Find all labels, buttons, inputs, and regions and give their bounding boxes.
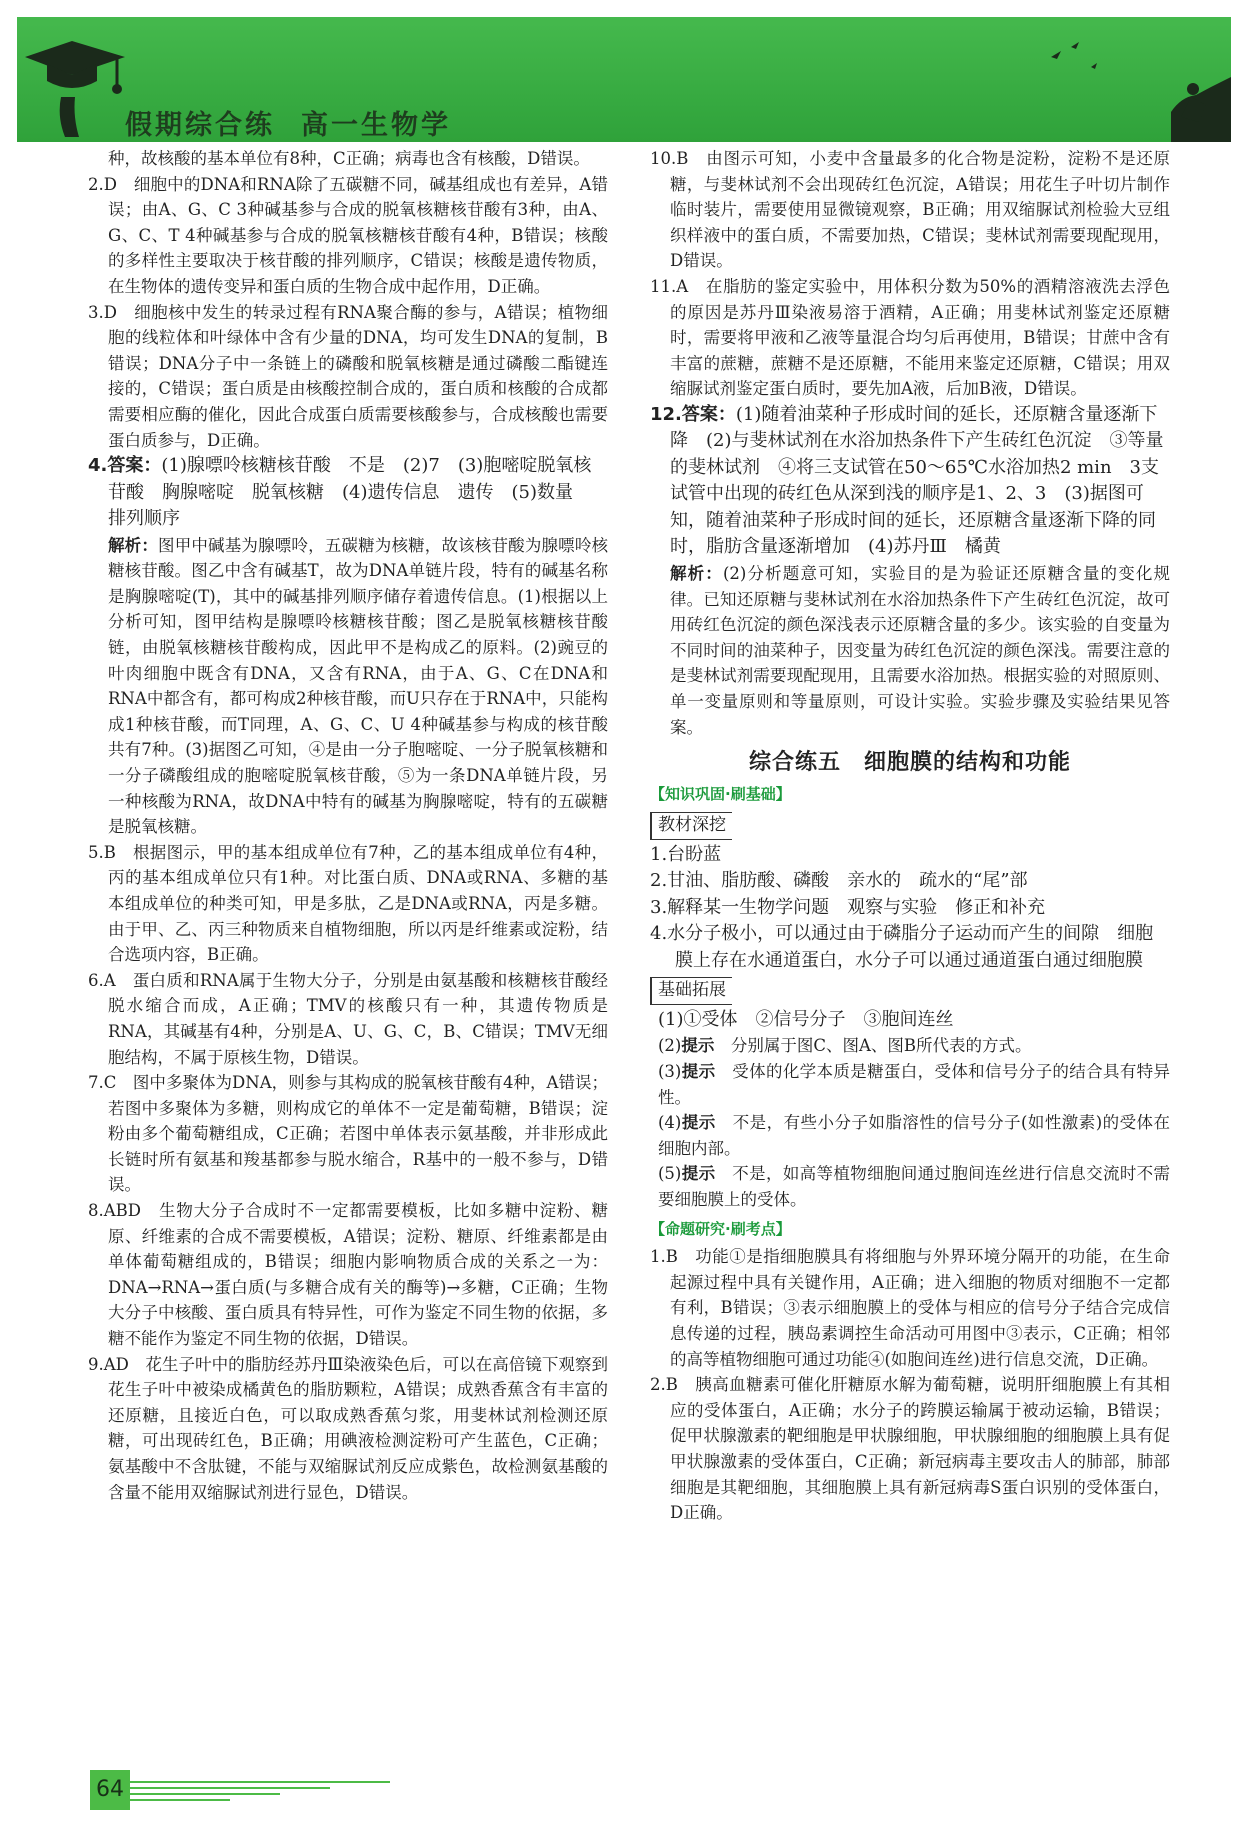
textbook-answer-4: 4.水分子极小，可以通过由于磷脂分子运动而产生的间隙 细胞膜上存在水通道蛋白，水分子可以通过通道蛋白通过细胞膜	[650, 923, 1154, 971]
extension-number: (5)	[658, 1164, 682, 1184]
extension-number: (2)	[658, 1036, 682, 1056]
analysis-item-4	[88, 533, 608, 840]
textbook-answer-2: 2.甘油、脂肪酸、磷酸 亲水的 疏水的“尾”部	[650, 870, 1028, 892]
extension-text: 不是，如高等植物细胞间通过胞间连丝进行信息交流时不需要细胞膜上的受体。	[658, 1164, 1171, 1210]
header-title	[125, 103, 477, 142]
answer-text: (1)腺嘌呤核糖核苷酸 不是 (2)7 (3)胞嘧啶脱氧核苷酸 胸腺嘧啶 脱氧核糖 (4)遗传信息 遗传 (5)数量 排列顺序	[108, 455, 592, 530]
section-title: 综合练五 细胞膜的结构和功能	[748, 750, 1071, 776]
left-column	[88, 146, 608, 1505]
analysis-item-12	[650, 561, 1170, 740]
section-tag-exam: 【命题研究·刷考点】	[650, 1219, 791, 1238]
answer-label: 4.答案：	[88, 455, 162, 477]
exam-answer-1: 1.B 功能①是指细胞膜具有将细胞与外界环境分隔开的功能，在生命起源过程中具有关键作用，A正确；进入细胞的物质对细胞不一定都有利，B错误；③表示细胞膜上的受体与相应的信号分子结合完成信息传递的过程，胰岛素调控生命活动可用图中③表示，C正确；相邻的高等植物细胞可通过功能④(如胞间连丝)进行信息交流，D正确。	[650, 1247, 1170, 1369]
subsection-label-textbook: 教材深挖	[650, 812, 732, 840]
extension-text: 不是，有些小分子如脂溶性的信号分子(如性激素)的受体在细胞内部。	[658, 1113, 1170, 1158]
hint-label: 提示	[681, 1036, 715, 1056]
hint-label: 提示	[681, 1113, 716, 1133]
answer-text: 种，故核酸的基本单位有8种，C正确；病毒也含有核酸，D错误。	[108, 149, 590, 168]
answer-item-5: 5.B 根据图示，甲的基本组成单位有7种，乙的基本组成单位有4种，丙的基本组成单位只有1种。对比蛋白质、DNA或RNA、多糖的基本组成单位的种类可知，甲是多肽，乙是DNA或RNA，丙是多糖。由于甲、乙、丙三种物质来自植物细胞，所以丙是纤维素或淀粉，结合选项内容，B正确。	[88, 842, 608, 965]
answer-item-12	[650, 402, 1170, 561]
analysis-text: 图甲中碱基为腺嘌呤，五碳糖为核糖，故该核苷酸为腺嘌呤核糖核苷酸。图乙中含有碱基T，故为DNA单链片段，特有的碱基名称是胸腺嘧啶(T)，其中的碱基排列顺序储存着遗传信息。(1)根据以上分析可知，图甲结构是腺嘌呤核糖核苷酸；图乙是脱氧核糖核苷酸链，由脱氧核糖核苷酸构成，因此甲不是构成乙的原料。(2)豌豆的叶肉细胞中既含有DNA，又含有RNA，由于A、G、C在DNA和RNA中都含有，都可构成2种核苷酸，而U只存在于RNA中，只能构成1种核苷酸，而T同理，A、G、C、U 4种碱基参与构成的核苷酸共有7种。(3)据图乙可知，④是由一分子胞嘧啶、一分子脱氧核糖和一分子磷酸组成的胞嘧啶脱氧核苷酸，⑤为一条DNA单链片段，另一种核酸为RNA，故DNA中特有的碱基为胸腺嘧啶，特有的五碳糖是脱氧核糖。	[108, 535, 609, 837]
textbook-answer-1: 1.台盼蓝	[650, 843, 722, 865]
textbook-answer-3: 3.解释某一生物学问题 观察与实验 修正和补充	[650, 896, 1046, 918]
extension-answer-1	[650, 1007, 1170, 1034]
right-column	[650, 146, 1170, 1526]
hint-label: 提示	[681, 1062, 716, 1082]
answer-item-9: 9.AD 花生子叶中的脂肪经苏丹Ⅲ染液染色后，可以在高倍镜下观察到花生子叶中被染成橘黄色的脂肪颗粒，A错误；成熟香蕉含有丰富的还原糖，且接近白色，可以取成熟香蕉匀浆，用斐林试剂检测还原糖，可出现砖红色，B正确；用碘液检测淀粉可产生蓝色，C正确；氨基酸中不含肽键，不能与双缩脲试剂反应成紫色，故检测氨基酸的含量不能用双缩脲试剂进行显色，D错误。	[88, 1354, 609, 1502]
extension-text: ①受体 ②信号分子 ③胞间连丝	[683, 1008, 954, 1030]
answer-label: 12.答案：	[650, 403, 736, 425]
extension-text: 分别属于图C、图A、图B所代表的方式。	[714, 1036, 1032, 1056]
page-number: 64	[90, 1770, 130, 1810]
section-tag-basics: 【知识巩固·刷基础】	[650, 784, 791, 803]
analysis-label: 解析：	[670, 563, 723, 583]
subsection-label-extension: 基础拓展	[650, 977, 732, 1005]
extension-text: 受体的化学本质是糖蛋白，受体和信号分子的结合具有特异性。	[658, 1062, 1171, 1107]
header-title-sub: 高一生物学	[301, 110, 451, 141]
answer-item-7: 7.C 图中多聚体为DNA，则参与其构成的脱氧核苷酸有4种，A错误；若图中多聚体为多糖，则构成它的单体不一定是葡萄糖，B错误；淀粉由多个葡萄糖组成，C正确；若图中单体表示氨基酸，并非形成此长链时所有氨基和羧基都参与脱水缩合，R基中的一般不参与，D错误。	[88, 1073, 608, 1195]
answer-item-4	[88, 453, 608, 533]
answer-item-3: 3.D 细胞核中发生的转录过程有RNA聚合酶的参与，A错误；植物细胞的线粒体和叶绿体中含有少量的DNA，均可发生DNA的复制，B错误；DNA分子中一条链上的磷酸和脱氧核糖是通过磷酸二酯键连接的，C错误；蛋白质是由核酸控制合成的，蛋白质和核酸的合成都需要相应酶的催化，因此合成蛋白质需要核酸参与，合成核酸也需要蛋白质参与，D正确。	[88, 302, 608, 450]
answer-item-2: 2.D 细胞中的DNA和RNA除了五碳糖不同，碱基组成也有差异，A错误；由A、G、C 3种碱基参与合成的脱氧核糖核苷酸有3种，由A、G、C、T 4种碱基参与合成的脱氧核糖核苷酸有4种，B错误；核酸的多样性主要取决于核苷酸的排列顺序，C错误；核酸是遗传物质，在生物体的遗传变异和蛋白质的生物合成中起作用，D正确。	[88, 174, 608, 296]
header-band	[17, 17, 1231, 142]
answer-item-10: 10.B 由图示可知，小麦中含量最多的化合物是淀粉，淀粉不是还原糖，与斐林试剂不会出现砖红色沉淀，A错误；用花生子叶切片制作临时装片，需要使用显微镜观察，B正确；用双缩脲试剂检验大豆组织样液中的蛋白质，不需要加热，C错误；斐林试剂需要现配现用，D错误。	[650, 149, 1170, 271]
footer-decoration-lines	[130, 1778, 390, 1808]
extension-answer-5	[650, 1161, 1170, 1212]
analysis-text: (2)分析题意可知，实验目的是为验证还原糖含量的变化规律。已知还原糖与斐林试剂在水浴加热条件下产生砖红色沉淀，故可用砖红色沉淀的颜色深浅表示还原糖含量的多少。该实验的自变量为不同时间的油菜种子，因变量为砖红色沉淀的颜色深浅。需要注意的是斐林试剂需要现配现用，且需要水浴加热。根据实验的对照原则、单一变量原则和等量原则，可设计实验。实验步骤及实验结果见答案。	[670, 563, 1171, 737]
exam-answer-2: 2.B 胰高血糖素可催化肝糖原水解为葡萄糖，说明肝细胞膜上有其相应的受体蛋白，A正确；水分子的跨膜运输属于被动运输，B错误；促甲状腺激素的靶细胞是甲状腺细胞，甲状腺细胞的细胞膜上具有促甲状腺激素的受体蛋白，C正确；新冠病毒主要攻击人的肺部，肺部细胞是其靶细胞，其细胞膜上具有新冠病毒S蛋白识别的受体蛋白，D正确。	[650, 1375, 1170, 1523]
answer-item-8: 8.ABD 生物大分子合成时不一定都需要模板，比如多糖中淀粉、糖原、纤维素的合成不需要模板，A错误；淀粉、糖原、纤维素都是由单体葡萄糖组成的，B错误；细胞内影响物质合成的关系之一为：DNA→RNA→蛋白质(与多糖合成有关的酶等)→多糖，C正确；生物大分子中核酸、蛋白质具有特异性，可作为鉴定不同生物的依据，多糖不能作为鉴定不同生物的依据，D错误。	[88, 1201, 608, 1349]
extension-answer-2	[650, 1033, 1170, 1059]
answer-item-11: 11.A 在脂肪的鉴定实验中，用体积分数为50%的酒精溶液洗去浮色的原因是苏丹Ⅲ染液易溶于酒精，A正确；用斐林试剂鉴定还原糖时，需要将甲液和乙液等量混合均匀后再使用，B错误；甘蔗中含有丰富的蔗糖，蔗糖不是还原糖，不能用来鉴定还原糖，C错误；用双缩脲试剂鉴定蛋白质时，要先加A液，后加B液，D错误。	[650, 276, 1170, 399]
extension-answer-3	[650, 1059, 1170, 1110]
hint-label: 提示	[681, 1164, 716, 1184]
extension-number: (4)	[658, 1113, 682, 1133]
header-title-main: 假期综合练	[125, 110, 275, 141]
answer-text: (1)随着油菜种子形成时间的延长，还原糖含量逐渐下降 (2)与斐林试剂在水浴加热条件下产生砖红色沉淀 ③等量的斐林试剂 ④将三支试管在50～65℃水浴加热2 min 3支试管中出现的砖红色从深到浅的顺序是1、2、3 (3)据图可知，随着油菜种子形成时间的延长，还原糖含量逐渐下降的同时，脂肪含量逐渐增加 (4)苏丹Ⅲ 橘黄	[670, 403, 1164, 558]
answer-item-6: 6.A 蛋白质和RNA属于生物大分子，分别是由氨基酸和核糖核苷酸经脱水缩合而成，A正确；TMV的核酸只有一种，其遗传物质是RNA，其碱基有4种，分别是A、U、G、C，B、C错误；TMV无细胞结构，不属于原核生物，D错误。	[88, 970, 608, 1067]
extension-number: (3)	[658, 1062, 682, 1082]
extension-answer-4	[650, 1110, 1170, 1161]
extension-number: (1)	[658, 1008, 684, 1030]
climber-silhouette-icon	[1011, 17, 1231, 142]
analysis-label: 解析：	[108, 535, 159, 555]
